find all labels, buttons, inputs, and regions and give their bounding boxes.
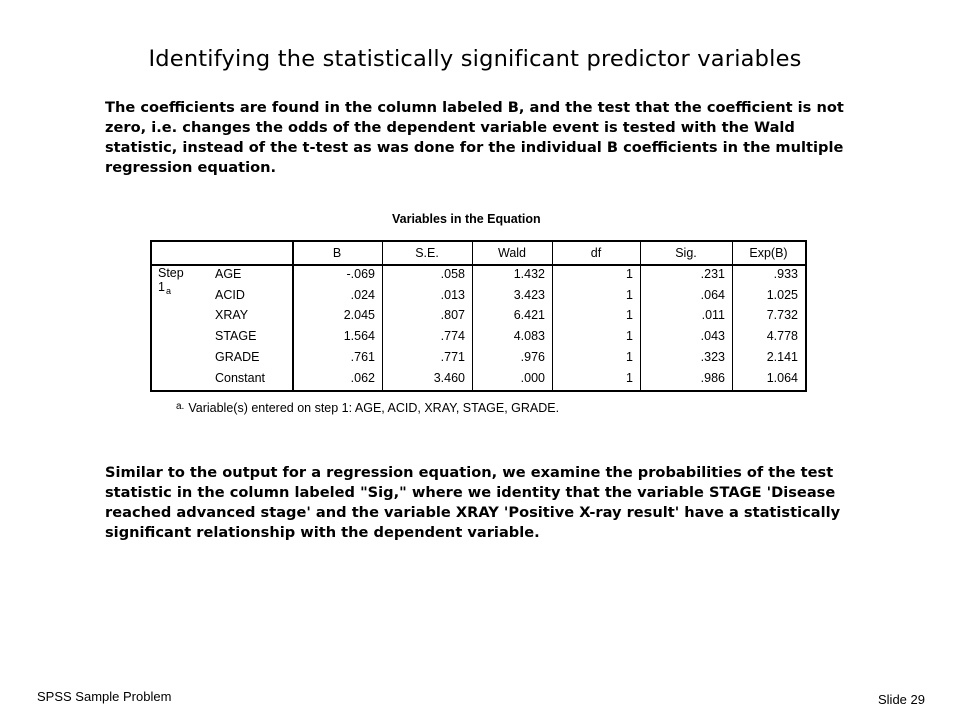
row-variable-label: STAGE [215,329,257,344]
row-variable-label: AGE [215,267,242,281]
table-cell: .013 [440,287,465,302]
table-cell: 1.564 [343,329,375,344]
table-cell: .976 [520,349,545,364]
table-cell: .761 [350,349,375,364]
intro-paragraph: The coefficients are found in the column labeled B, and the test that the coefficient is not zero, i.e. changes the odds of the dependent variable event is tested with the Wald statistic, instead of the t-test as was done for the individual B coefficients in the multiple regression equation. [105,99,844,176]
column-header: B [332,246,342,260]
table-cell: .043 [700,329,725,344]
row-variable-label: GRADE [215,349,260,364]
table-cell: .011 [701,308,725,323]
table-cell: 1 [626,349,633,364]
footnote-mark: a. [176,401,185,412]
table-cell: 2.141 [766,349,798,364]
table-cell: .058 [440,267,465,281]
table-cell: 1 [626,370,633,385]
table-cell: 1.064 [766,370,798,385]
column-header: Exp(B) [749,246,788,260]
step-footnote-marker: a [165,286,171,296]
table-cell: 3.460 [433,370,465,385]
table-cell: 1.432 [513,267,545,281]
table-cell: 3.423 [513,287,545,302]
table-cell: 1.025 [766,287,798,302]
slide-number: Slide 29 [878,692,925,707]
step-label: Step [158,266,184,280]
table-cell: .231 [700,267,725,281]
table-cell: .986 [700,370,725,385]
table-cell: 1 [626,308,633,323]
row-variable-label: XRAY [215,308,249,323]
table-cell: .807 [440,308,465,323]
footer-title: SPSS Sample Problem [37,689,172,704]
footnote-text: Variable(s) entered on step 1: AGE, ACID, XRAY, STAGE, GRADE. [188,401,560,415]
table-cell: 4.778 [766,329,798,344]
table-cell: 7.732 [766,308,798,323]
table-cell: .000 [520,370,545,385]
variables-in-equation-table [150,240,807,392]
table-cell: 4.083 [513,329,545,344]
column-header: df [590,246,602,260]
table-cell: 2.045 [343,308,375,323]
column-header: S.E. [415,246,439,260]
table-cell: .024 [350,287,375,302]
conclusion-paragraph: Similar to the output for a regression equation, we examine the probabilities of the test statistic in the column labeled "Sig," where we identity that the variable STAGE 'Disease reached advanced stage' and the variable XRAY 'Positive X-ray result' have a statistically significant relationship with the dependent variable. [105,464,841,541]
table-cell: .062 [350,370,375,385]
row-variable-label: ACID [215,287,245,302]
table-cell: .323 [700,349,725,364]
column-header: Wald [497,246,526,260]
table-cell: -.069 [346,267,375,281]
table-cell: 1 [626,287,633,302]
column-header: Sig. [675,246,697,260]
table-cell: .771 [440,349,465,364]
table-cell: 1 [626,267,633,281]
table-cell: 6.421 [513,308,545,323]
table-cell: .933 [773,267,798,281]
table-cell: .774 [440,329,465,344]
table-cell: 1 [626,329,633,344]
table-caption: Variables in the Equation [392,212,541,226]
slide-title: Identifying the statistically significant predictor variables [148,46,802,72]
step-number: $1_a$ [158,280,171,296]
table-cell: .064 [700,287,725,302]
row-variable-label: Constant [215,370,266,385]
table-footnote [176,400,559,418]
